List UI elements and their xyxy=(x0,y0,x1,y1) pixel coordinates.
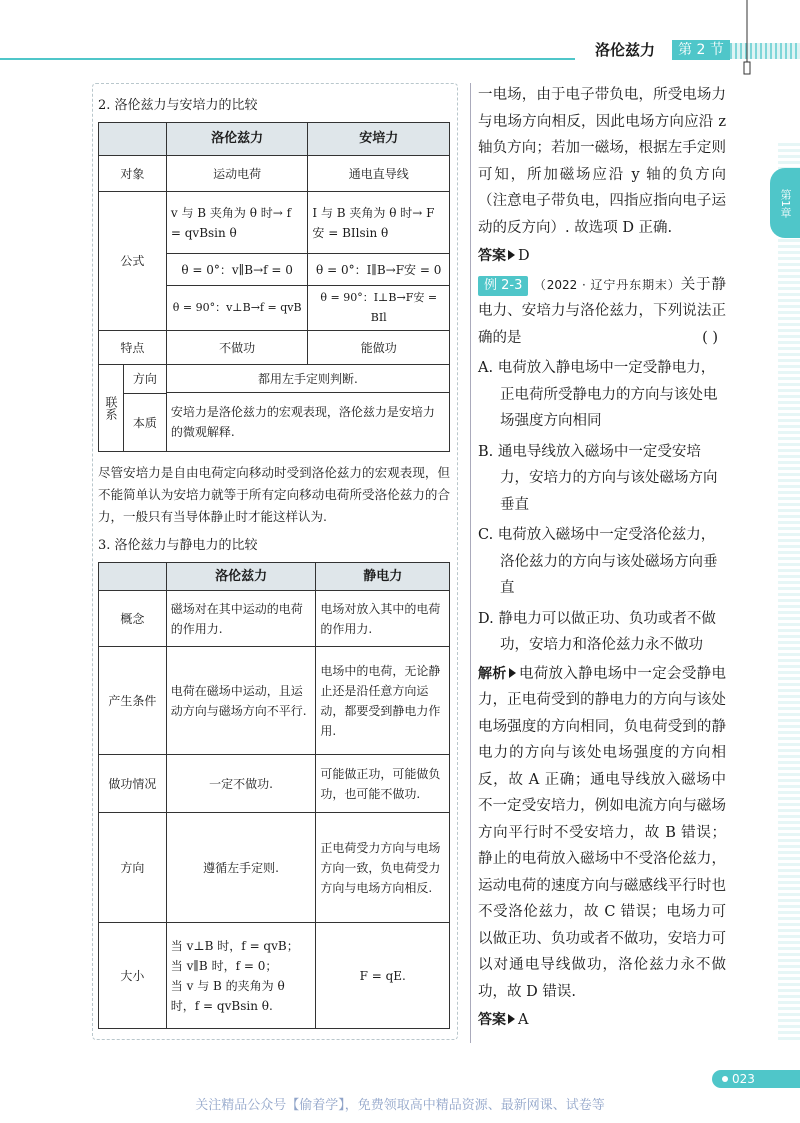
dot-icon xyxy=(722,1076,728,1082)
section-2-title: 2. 洛伦兹力与安培力的比较 xyxy=(98,98,258,113)
table-cell: v 与 B 夹角为 θ 时→ f = qvBsin θ xyxy=(166,192,308,254)
example-source: （2022 · 辽宁丹东期末） xyxy=(533,277,681,292)
table-cell xyxy=(166,923,316,1029)
table-cell: 磁场对在其中运动的电荷的作用力. xyxy=(166,591,316,647)
table-cell: 正电荷受力方向与电场方向一致，负电荷受力方向与电场方向相反. xyxy=(316,813,450,923)
column-divider xyxy=(470,83,471,1043)
size-line: 当 v⊥B 时，f = qvB； xyxy=(170,938,299,953)
section-3-title: 3. 洛伦兹力与静电力的比较 xyxy=(98,538,258,553)
table-cell: F = qE. xyxy=(316,923,450,1029)
answer-value: D xyxy=(518,248,530,264)
table-cell: 遵循左手定则. xyxy=(166,813,316,923)
table-cell: 都用左手定则判断. xyxy=(166,365,449,393)
table-cell: 不做功 xyxy=(166,331,308,365)
page-title: 洛伦兹力 xyxy=(575,38,675,62)
analysis-text: 电荷放入静电场中一定会受静电力，正电荷受到的静电力的方向与该处电场强度的方向相同，负电荷受到的静电力的方向与该处电场强度的方向相反，故 A 正确；通电导线放入磁场中不一定受安培力，例如电流方向与磁场方向平行时不受安培力，故 B 错误；静止的电荷放入磁场中不受洛伦兹力，运动电荷的速度方向与磁感线平行时也不受洛伦兹力，故 C 错误；电场力可以做正功、负功或者不做功，安培力可以对通电导线做功，洛伦兹力永不做功，故 D 错误. xyxy=(478,665,726,1000)
size-line: 当 v 与 B 的夹角为 θ 时，f = qvBsin θ. xyxy=(170,978,285,1013)
row-sublabel: 本质 xyxy=(132,415,157,430)
answer-line xyxy=(478,1007,726,1034)
row-sublabel: 方向 xyxy=(124,365,166,394)
table-cell: θ = 90°：I⊥B→F安 = BIl xyxy=(308,286,450,331)
table-cell: 一定不做功. xyxy=(166,755,316,813)
analysis-block xyxy=(478,661,726,1006)
note-paragraph: 尽管安培力是自由电荷定向移动时受到洛伦兹力的宏观表现，但不能简单认为安培力就等于所有定向移动电荷所受洛伦兹力的合力，一般只有当导体静止时才能这样认为. xyxy=(98,465,450,524)
hanger-icon xyxy=(742,0,752,82)
table-cell: 电场对放入其中的电荷的作用力. xyxy=(316,591,450,647)
answer-label: 答案 xyxy=(478,1012,506,1028)
table-corner xyxy=(99,123,167,156)
solution-intro: 一电场，由于电子带负电，所受电场力与电场方向相反，因此电场方向应沿 z 轴负方向；若加一磁场，根据左手定则可知，所加磁场应沿 y 轴的负方向（注意电子带负电，四指应指向电子运动的反方向）. 故选项 D 正确. xyxy=(478,87,726,236)
example-question xyxy=(478,272,726,352)
row-label: 产生条件 xyxy=(99,647,167,755)
table-header: 安培力 xyxy=(308,123,450,156)
example-badge: 例 2-3 xyxy=(478,276,528,296)
table-cell: 运动电荷 xyxy=(166,156,308,192)
footer-note: 关注精品公众号【偷着学】，免费领取高中精品资源、最新网课、试卷等 xyxy=(195,1098,605,1113)
arrow-icon xyxy=(508,1014,515,1024)
answer-blank: ( ) xyxy=(702,329,718,346)
answer-label: 答案 xyxy=(478,248,506,264)
lorentz-ampere-table xyxy=(98,122,450,452)
section-badge: 第 2 节 xyxy=(672,40,730,60)
table-cell: 可能做正功，可能做负功，也可能不做功. xyxy=(316,755,450,813)
answer-line xyxy=(478,243,726,270)
table-cell: 安培力是洛伦兹力的宏观表现，洛伦兹力是安培力的微观解释. xyxy=(166,393,449,452)
table-cell: 通电直导线 xyxy=(308,156,450,192)
table-header: 静电力 xyxy=(316,563,450,591)
header-rule xyxy=(0,58,600,60)
page-number: 023 xyxy=(732,1072,755,1086)
option-d: D. 静电力可以做正功、负功或者不做功，安培力和洛伦兹力永不做功 xyxy=(478,610,716,653)
table-header: 洛伦兹力 xyxy=(166,123,308,156)
size-line: 当 v∥B 时，f = 0； xyxy=(170,958,278,973)
answer-value: A xyxy=(518,1012,529,1028)
table-cell: 电场中的电荷，无论静止还是沿任意方向运动，都要受到静电力作用. xyxy=(316,647,450,755)
table-cell: θ = 0°：I∥B→F安 = 0 xyxy=(308,254,450,286)
row-label: 特点 xyxy=(99,331,167,365)
table-header: 洛伦兹力 xyxy=(166,563,316,591)
page-number-badge xyxy=(712,1070,800,1088)
table-cell: 能做功 xyxy=(308,331,450,365)
row-label: 对象 xyxy=(99,156,167,192)
example-stem: 关于静电力、安培力与洛伦兹力，下列说法正确的是 xyxy=(478,276,727,346)
relation-cell xyxy=(99,365,167,452)
table-corner xyxy=(99,563,167,591)
table-cell: 电荷在磁场中运动，且运动方向与磁场方向不平行. xyxy=(166,647,316,755)
table-cell: θ = 90°：v⊥B→f = qvB xyxy=(166,286,308,331)
row-label: 做功情况 xyxy=(99,755,167,813)
table-cell: θ = 0°：v∥B→f = 0 xyxy=(166,254,308,286)
option-a: A. 电荷放入静电场中一定受静电力，正电荷所受静电力的方向与该处电场强度方向相同 xyxy=(478,360,718,429)
row-label: 公式 xyxy=(99,192,167,331)
arrow-icon xyxy=(508,250,515,260)
arrow-icon xyxy=(509,668,516,678)
option-b: B. 通电导线放入磁场中一定受安培力，安培力的方向与该处磁场方向垂直 xyxy=(478,443,718,513)
analysis-label: 解析 xyxy=(478,665,507,682)
chapter-tab: 第1章 xyxy=(770,168,800,238)
table-cell: I 与 B 夹角为 θ 时→ F安 = BIlsin θ xyxy=(308,192,450,254)
row-label: 概念 xyxy=(99,591,167,647)
option-c: C. 电荷放入磁场中一定受洛伦兹力，洛伦兹力的方向与该处磁场方向垂直 xyxy=(478,527,718,596)
row-label: 大小 xyxy=(99,923,167,1029)
side-stripe xyxy=(778,140,800,1040)
row-label: 方向 xyxy=(99,813,167,923)
row-label: 联系 xyxy=(99,365,124,451)
lorentz-electric-table xyxy=(98,562,450,1029)
